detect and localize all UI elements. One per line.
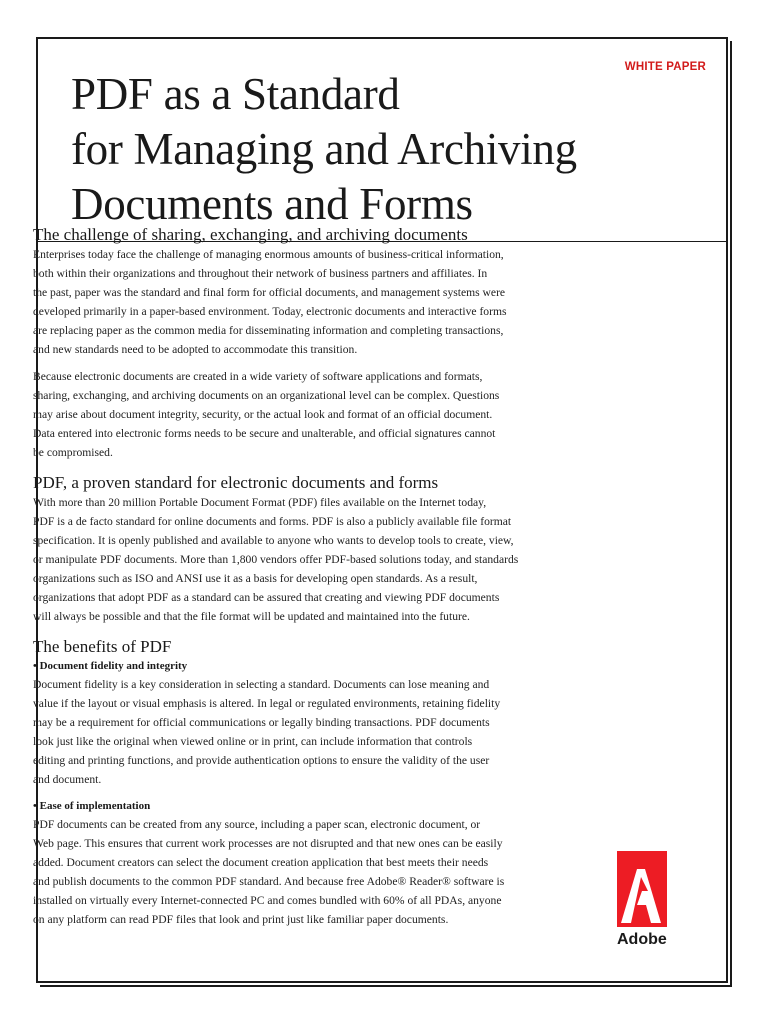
adobe-logo-text: Adobe bbox=[617, 931, 667, 948]
text-line: may arise about document integrity, security, or the actual look and format of an official document. bbox=[33, 408, 493, 421]
text-line: developed primarily in a paper-based environment. Today, electronic documents and interactive forms bbox=[33, 305, 507, 318]
text-line: organizations such as ISO and ANSI use it as a basis for developing open standards. As a result, bbox=[33, 572, 478, 585]
text-line: or manipulate PDF documents. More than 1,800 vendors offer PDF-based solutions today, and standards bbox=[33, 553, 519, 566]
adobe-logo-icon bbox=[617, 851, 677, 932]
text-line: and publish documents to the common PDF standard. And because free Adobe® Reader® software is bbox=[33, 875, 505, 888]
text-line: the past, paper was the standard and final form for official documents, and management systems were bbox=[33, 286, 506, 299]
text-line: Web page. This ensures that current work processes are not disrupted and that new ones can be easily bbox=[33, 837, 503, 850]
text-line: installed on virtually every Internet-connected PC and comes bundled with 60% of all PDAs, anyone bbox=[33, 894, 502, 907]
text-line: Enterprises today face the challenge of managing enormous amounts of business-critical information, bbox=[33, 248, 504, 261]
section-heading: The benefits of PDF bbox=[33, 637, 172, 656]
text-line: and new standards need to be adopted to accommodate this transition. bbox=[33, 343, 358, 356]
text-line: specification. It is openly published and available to anyone who wants to develop tools to create, view, bbox=[33, 534, 514, 547]
section-challenge bbox=[33, 224, 553, 462]
paragraph bbox=[33, 367, 553, 462]
section-spacer bbox=[33, 626, 553, 636]
section-heading: The challenge of sharing, exchanging, and archiving documents bbox=[33, 225, 468, 244]
subheading-fidelity: • Document fidelity and integrity bbox=[33, 660, 188, 672]
title-line-1: PDF as a Standard bbox=[71, 69, 400, 119]
paragraph bbox=[33, 815, 553, 929]
text-line: organizations that adopt PDF as a standard can be assured that creating and viewing PDF documents bbox=[33, 591, 500, 604]
text-line: both within their organizations and throughout their network of business partners and affiliates. In bbox=[33, 267, 488, 280]
text-line: are replacing paper as the common media for disseminating information and completing transactions, bbox=[33, 324, 504, 337]
text-line: may be a requirement for official communications or legally binding transactions. PDF documents bbox=[33, 716, 490, 729]
text-line: With more than 20 million Portable Document Format (PDF) files available on the Internet today, bbox=[33, 496, 487, 509]
text-line: be compromised. bbox=[33, 446, 113, 459]
text-line: Document fidelity is a key consideration in selecting a standard. Documents can lose meaning and bbox=[33, 678, 490, 691]
document-title bbox=[71, 67, 577, 232]
title-line-2: for Managing and Archiving bbox=[71, 124, 577, 174]
paragraph bbox=[33, 493, 553, 626]
section-benefits bbox=[33, 636, 553, 929]
title-line-3: Documents and Forms bbox=[71, 179, 473, 229]
text-line: and document. bbox=[33, 773, 102, 786]
paragraph bbox=[33, 245, 553, 359]
document-body bbox=[33, 224, 553, 929]
text-line: value if the layout or visual emphasis is altered. In legal or regulated environments, retaining fidelity bbox=[33, 697, 501, 710]
section-proven-standard bbox=[33, 472, 553, 626]
text-line: Because electronic documents are created in a wide variety of software applications and formats, bbox=[33, 370, 483, 383]
section-spacer bbox=[33, 462, 553, 472]
text-line: PDF documents can be created from any source, including a paper scan, electronic document, or bbox=[33, 818, 481, 831]
paragraph bbox=[33, 675, 553, 789]
text-line: on any platform can read PDF files that look and print just like familiar paper documents. bbox=[33, 913, 449, 926]
section-heading: PDF, a proven standard for electronic documents and forms bbox=[33, 473, 439, 492]
text-line: look just like the original when viewed online or in print, can include information that controls bbox=[33, 735, 473, 748]
subheading-ease: • Ease of implementation bbox=[33, 800, 151, 812]
text-line: PDF is a de facto standard for online documents and forms. PDF is also a publicly available file format bbox=[33, 515, 512, 528]
white-paper-label: WHITE PAPER bbox=[624, 61, 706, 73]
text-line: added. Document creators can select the document creation application that best meets their needs bbox=[33, 856, 489, 869]
text-line: will always be possible and that the file format will be updated and maintained into the future. bbox=[33, 610, 470, 623]
text-line: sharing, exchanging, and archiving documents on an organizational level can be complex. Questions bbox=[33, 389, 500, 402]
text-line: editing and printing functions, and provide authentication options to ensure the validity of the user bbox=[33, 754, 490, 767]
text-line: Data entered into electronic forms needs to be secure and unalterable, and official signatures cannot bbox=[33, 427, 496, 440]
paragraph-spacer bbox=[33, 789, 553, 797]
adobe-logo-mark bbox=[617, 851, 667, 927]
paragraph-spacer bbox=[33, 359, 553, 367]
